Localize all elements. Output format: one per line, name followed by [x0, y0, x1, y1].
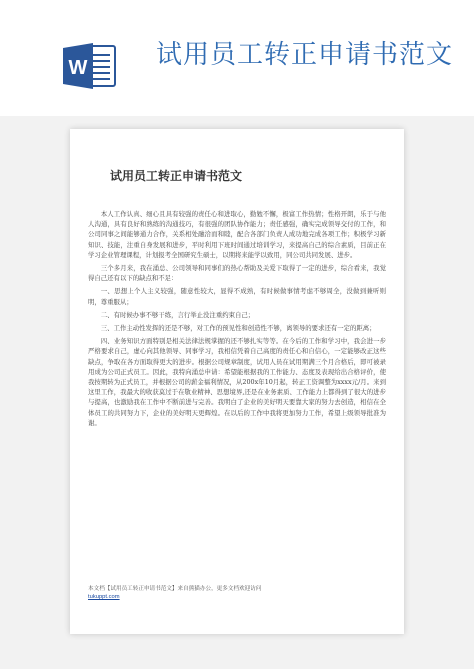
word-icon-letter: W — [68, 57, 88, 79]
paragraph: 三、工作主动性发挥的还是不够，对工作的预见性和创造性不够，离领导的要求还有一定的距离； — [100, 324, 376, 333]
body-text — [88, 209, 386, 431]
paragraph: 一、思想上个人主义较强，随意性较大，显得不成熟，有时候做事情考虑不够周全，没做到兼听则明，尊重服从； — [88, 287, 386, 306]
paragraph: 四、业务知识方面特别是相关法律法规掌握的还不够扎实等等。在今后的工作和学习中，我会进一步严格要求自己，虚心向其他领导、同事学习，我相信凭着自己高度的责任心和自信心，一定能够改正这些缺点，争取在各方面取得更大的进步。根据公司规章制度，试用人员在试用期满三个月合格后，即可被录用成为公司正式员工。因此，我特向涌总申请：希望能根据我的工作能力、态度及表现给出合格评价，使我按期转为正式员工，并根据公司的薪金福利情况，从200x年10月起，转正工资调整为xxxx元/月。来到这里工作，我最大的收获莫过于在敬业精神、思想境界,还是在业务素质、工作能力上都得到了很大的进步与提高，也激励我在工作中不断前进与完善。我明白了企业的美好明天要靠大家的努力去创造，相信在全体员工的共同努力下，企业的美好明天更辉煌。在以后的工作中我将更加努力工作，希望上级领导批准为谢。 — [88, 337, 386, 427]
paragraph: 二、有时候办事不够干练，言行举止没注重约束自己； — [100, 310, 255, 319]
document-title: 试用员工转正申请书范文 — [156, 40, 454, 70]
source-footer — [88, 585, 386, 601]
footer-note-text: 本文档【试用员工转正申请书范文】来自熊猫办公，更多文档欢迎访问 — [88, 586, 262, 592]
header-banner — [0, 0, 474, 116]
word-document-icon — [63, 43, 117, 89]
source-link[interactable]: tukuppt.com — [88, 594, 120, 600]
document-page — [70, 129, 404, 634]
page-title: 试用员工转正申请书范文 — [110, 169, 243, 183]
paragraph: 三个多月来，我在涌总、公司领导和同事们的热心帮助及关爱下取得了一定的进步，综合看来，我觉得自己还有以下的缺点和不足： — [88, 264, 386, 283]
paragraph: 本人工作认真、细心且具有较强的责任心和进取心，勤勉不懈，极富工作热情；性格开朗，乐于与他人沟通，具有良好和熟练的沟通技巧，有很强的团队协作能力；责任感强，确实完成领导交付的工作，和公司同事之间能够通力合作，关系相处融洽而和睦，配合各部门负责人成功地完成各项工作；积极学习新知识、技能，注重自身发展和进步，平时利用下班时间通过培训学习，来提高自己的综合素质，目前正在学习企业管理课程，计划报考全国研究生硕士，以期将来能学以致用，同公司共同发展、进步。 — [88, 210, 386, 259]
